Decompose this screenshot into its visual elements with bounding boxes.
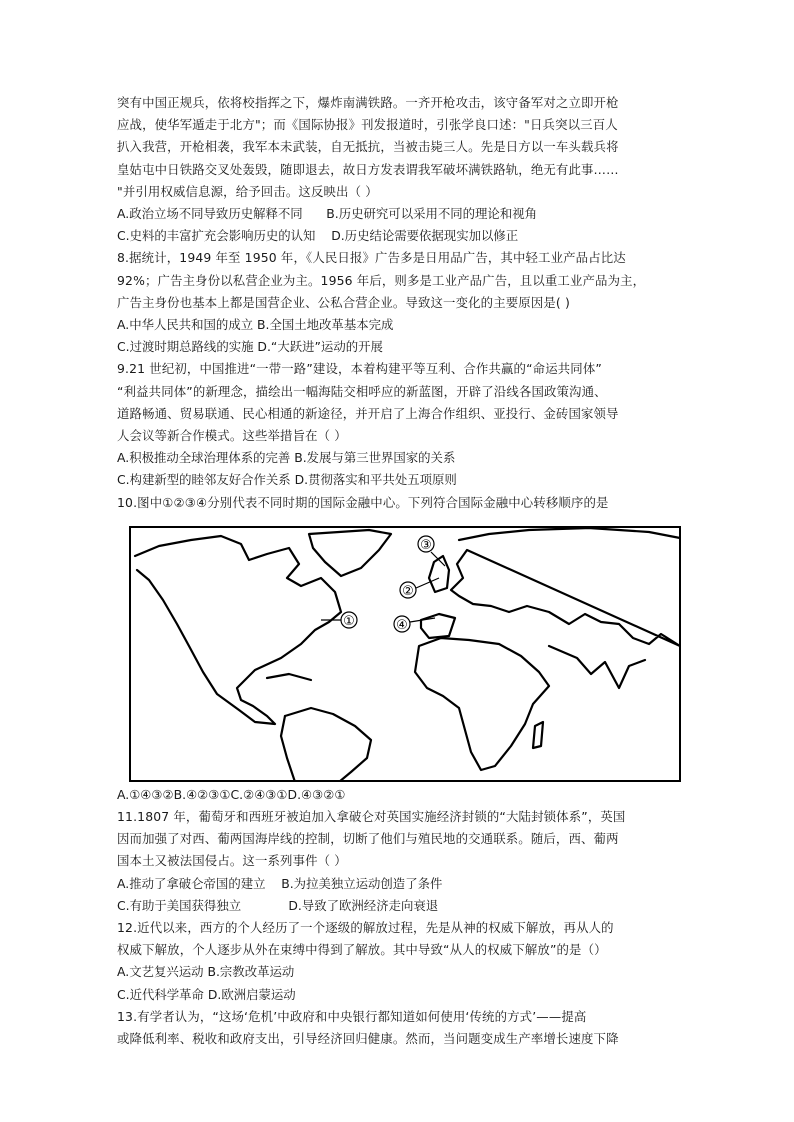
- q9-line: “利益共同体”的新理念，描绘出一幅海陆交相呼应的新蓝图，开辟了沿线各国政策沟通、: [117, 383, 607, 399]
- q8-options-cd: C.过渡时期总路线的实施 D.“大跃进”运动的开展: [117, 339, 383, 355]
- q9-line: 人会议等新合作模式。这些举措旨在（ ）: [117, 428, 347, 444]
- question-8: [117, 247, 689, 358]
- world-map: [129, 526, 681, 782]
- q9-options-ab: A.积极推动全球治理体系的完善 B.发展与第三世界国家的关系: [117, 450, 456, 466]
- q11-options-cd: C.有助于美国获得独立 D.导致了欧洲经济走向衰退: [117, 897, 439, 913]
- q13-line: 13.有学者认为，“这场‘危机’中政府和中央银行都知道如何使用‘传统的方式’——提高: [117, 1008, 587, 1024]
- q9-line: 9.21 世纪初，中国推进“一带一路”建设，本着构建平等互利、合作共赢的“命运共同体”: [117, 361, 602, 377]
- q12-line: 12.近代以来，西方的个人经历了一个逐级的解放过程，先是从神的权威下解放，再从人的: [117, 920, 614, 936]
- q11-line: 国本土又被法国侵占。这一系列事件（ ）: [117, 853, 347, 869]
- question-11: [117, 806, 689, 917]
- q9-line: 道路畅通、贸易联通、民心相通的新途径，并开启了上海合作组织、亚投行、金砖国家领导: [117, 405, 619, 421]
- q10-stem: 10.图中①②③④分别代表不同时期的国际金融中心。下列符合国际金融中心转移顺序的是: [117, 494, 609, 510]
- q11-line: 因而加强了对西、葡两国海岸线的控制，切断了他们与殖民地的交通联系。随后，西、葡两: [117, 831, 619, 847]
- q7-options-cd: C.史料的丰富扩充会影响历史的认知 D.历史结论需要依据现实加以修正: [117, 228, 519, 244]
- question-13: [117, 1006, 689, 1050]
- q11-options-ab: A.推动了拿破仑帝国的建立 B.为拉美独立运动创造了条件: [117, 875, 443, 891]
- q12-options-cd: C.近代科学革命 D.欧洲启蒙运动: [117, 986, 296, 1002]
- q12-options-ab: A.文艺复兴运动 B.宗教改革运动: [117, 964, 295, 980]
- question-9: [117, 358, 689, 491]
- q7-line: 突有中国正规兵，依将校指挥之下，爆炸南满铁路。一齐开枪攻击，该守备军对之立即开枪: [117, 95, 619, 110]
- q11-line: 11.1807 年，葡萄牙和西班牙被迫加入拿破仑对英国实施经济封锁的“大陆封锁体系”，英国: [117, 809, 626, 825]
- q8-line: 广告主身份也基本上都是国营企业、公私合营企业。导致这一变化的主要原因是( ): [117, 294, 570, 310]
- q7-line: 应战，使华军遁走于北方"；而《国际协报》刊发报道时，引张学良口述："日兵突以三百人: [117, 117, 618, 133]
- world-map-svg: [129, 526, 681, 782]
- q7-line: "并引用权威信息源，给予回击。这反映出（ ）: [117, 183, 378, 199]
- exam-page: [117, 92, 689, 1050]
- q8-line: 8.据统计，1949 年至 1950 年，《人民日报》广告多是日用品广告，其中轻工业产品占比达: [117, 250, 626, 266]
- q7-options-ab: A.政治立场不同导致历史解释不同 B.历史研究可以采用不同的理论和视角: [117, 206, 537, 222]
- marker-1-label: ①: [343, 613, 355, 629]
- q12-line: 权威下解放，个人逐步从外在束缚中得到了解放。其中导致“从人的权威下解放”的是（）: [117, 942, 607, 958]
- q7-line: 扒入我营，开枪相袭，我军本未武装，自无抵抗，当被击毙三人。先是日方以一车头载兵将: [117, 139, 619, 155]
- marker-3-label: ③: [420, 537, 432, 553]
- q10-options: A.①④③②B.④②③①C.②④③①D.④③②①: [117, 786, 346, 802]
- q8-line: 92%；广告主身份以私营企业为主。1956 年后，则多是工业产品广告，且以重工业产品为主，: [117, 272, 646, 288]
- marker-4-label: ④: [396, 617, 408, 633]
- question-12: [117, 917, 689, 1006]
- q8-options-ab: A.中华人民共和国的成立 B.全国土地改革基本完成: [117, 317, 394, 333]
- question-10: [117, 492, 689, 806]
- q7-line: 皇姑屯中日铁路交叉处轰毁，随即退去，故日方发表谓我军破坏满铁路轨，绝无有此事……: [117, 161, 619, 177]
- q9-options-cd: C.构建新型的睦邻友好合作关系 D.贯彻落实和平共处五项原则: [117, 472, 457, 488]
- question-7: [117, 92, 689, 247]
- marker-2-label: ②: [402, 583, 414, 599]
- q13-line: 或降低利率、税收和政府支出，引导经济回归健康。然而，当问题变成生产率增长速度下降: [117, 1031, 619, 1047]
